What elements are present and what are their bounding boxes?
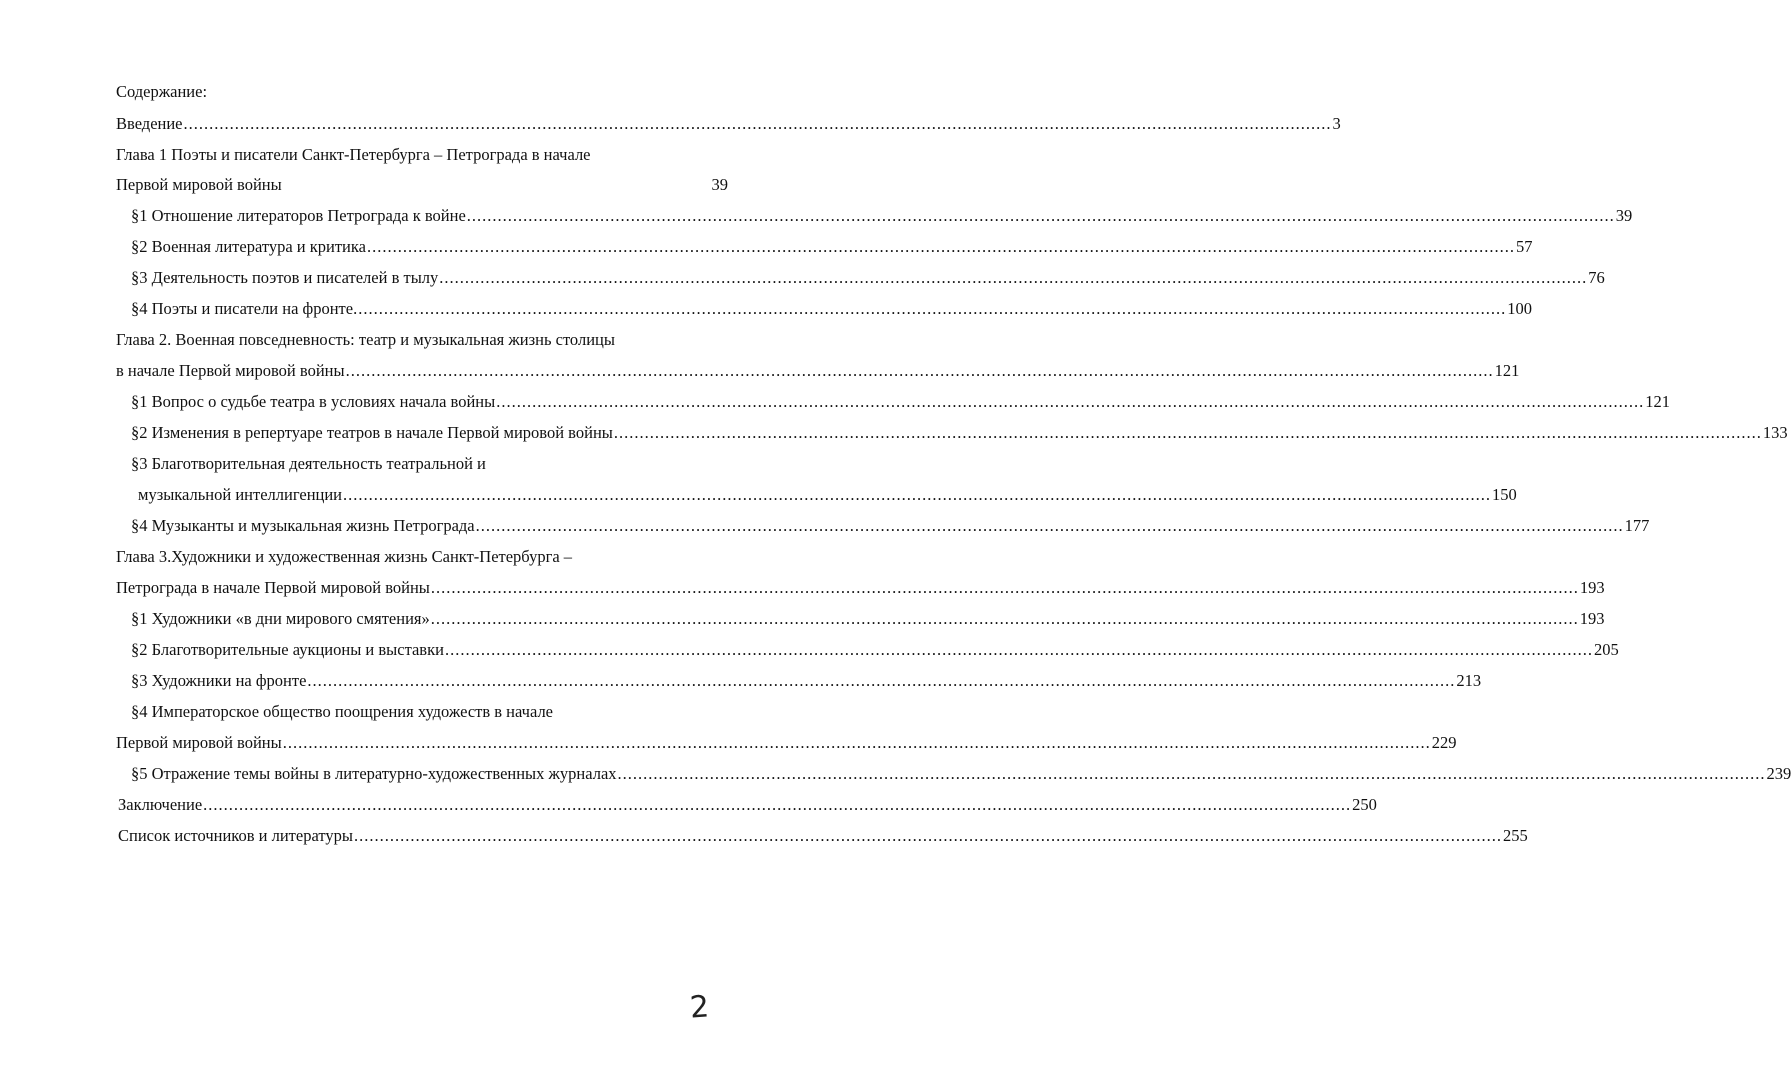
toc-entry-title: §4 Поэты и писатели на фронте. xyxy=(131,299,358,318)
leader-dots: ................................................................................................................................................................................................................................ xyxy=(282,733,1431,752)
toc-heading: Содержание: xyxy=(116,82,208,101)
toc-entry-page: 250 xyxy=(1352,795,1377,814)
toc-chapter-title xyxy=(116,327,736,353)
toc-entry-title: §4 Императорское общество поощрения художеств в начале xyxy=(131,702,553,721)
toc-entry-title: Петрограда в начале Первой мировой войны xyxy=(116,578,430,597)
toc-entry-title: §3 Благотворительная деятельность театральной и xyxy=(131,454,486,473)
leader-dots: ................................................................................................................................................................................................................................ xyxy=(439,268,1588,287)
toc-entry-page: 121 xyxy=(1645,392,1670,411)
toc-entry-title: Заключение xyxy=(118,795,203,814)
toc-entry-page: 39 xyxy=(711,175,728,194)
toc-entry xyxy=(131,637,1619,663)
leader-dots: ................................................................................................................................................................................................................................ xyxy=(366,237,1515,256)
toc-entry-title: Глава 2. Военная повседневность: театр и музыкальная жизнь столицы xyxy=(116,330,615,349)
toc-entry-page: 39 xyxy=(1615,206,1633,225)
toc-entry-page: 193 xyxy=(1579,578,1605,597)
toc-entry xyxy=(131,296,1532,322)
toc-entry xyxy=(116,111,1341,137)
toc-entry xyxy=(138,482,1517,508)
toc-entry xyxy=(116,172,728,198)
toc-entry-page: 57 xyxy=(1515,237,1533,256)
leader-dots: ................................................................................................................................................................................................................................ xyxy=(430,578,1579,597)
leader-dots: ................................................................................................................................................................................................................................ xyxy=(430,609,1579,628)
toc-chapter-title xyxy=(116,544,736,570)
toc-entry-title: §4 Музыканты и музыкальная жизнь Петрограда xyxy=(131,516,475,535)
leader-dots: ................................................................................................................................................................................................................................ xyxy=(203,795,1352,814)
toc-entry xyxy=(131,668,1482,694)
toc-entry-title: музыкальной интеллигенции xyxy=(138,485,343,504)
toc-entry xyxy=(116,358,1520,384)
toc-entry xyxy=(118,792,1377,818)
toc-entry xyxy=(131,761,1791,787)
toc-entry-title: §2 Военная литература и критика xyxy=(131,237,366,256)
toc-section-title xyxy=(131,451,731,477)
toc-entry-title: Первой мировой войны xyxy=(116,175,282,194)
toc-entry-page: 205 xyxy=(1593,640,1619,659)
toc-entry-page: 193 xyxy=(1579,609,1605,628)
leader-dots: ................................................................................................................................................................................................................................ xyxy=(307,671,1456,690)
leader-dots: ................................................................................................................................................................................................................................ xyxy=(475,516,1624,535)
leader-dots: ................................................................................................................................................................................................................................ xyxy=(444,640,1593,659)
toc-entry xyxy=(131,513,1650,539)
toc-entry xyxy=(116,730,1457,756)
leader-dots: ................................................................................................................................................................................................................................ xyxy=(613,423,1762,442)
toc-entry xyxy=(131,420,1788,446)
toc-entry xyxy=(131,265,1605,291)
toc-entry-title: §2 Изменения в репертуаре театров в начале Первой мировой войны xyxy=(131,423,613,442)
leader-dots: ................................................................................................................................................................................................................................ xyxy=(496,392,1645,411)
toc-entry xyxy=(118,823,1528,849)
toc-entry-page: 121 xyxy=(1494,361,1520,380)
toc-entry-page: 3 xyxy=(1332,114,1341,133)
toc-entry-title: §1 Вопрос о судьбе театра в условиях начала войны xyxy=(131,392,496,411)
toc-chapter-title xyxy=(116,142,736,168)
toc-entry-title: §3 Художники на фронте xyxy=(131,671,307,690)
leader-dots: ................................................................................................................................................................................................................................ xyxy=(358,299,1507,318)
toc-entry-page: 213 xyxy=(1456,671,1482,690)
toc-entry-title: Глава 1 Поэты и писатели Санкт-Петербурга – Петрограда в начале xyxy=(116,145,591,164)
toc-entry-page: 150 xyxy=(1492,485,1517,504)
leader-dots: ................................................................................................................................................................................................................................ xyxy=(343,485,1492,504)
toc-entry-page: 229 xyxy=(1431,733,1457,752)
toc-entry-page: 239 xyxy=(1766,764,1791,783)
toc-entry-page: 100 xyxy=(1507,299,1532,318)
leader-dots: ................................................................................................................................................................................................................................ xyxy=(617,764,1766,783)
toc-entry-title: Список источников и литературы xyxy=(118,826,353,845)
toc-entry-page: 76 xyxy=(1588,268,1605,287)
handwritten-page-number: 2 xyxy=(688,989,711,1026)
leader-dots: ................................................................................................................................................................................................................................ xyxy=(345,361,1494,380)
toc-entry-title: Первой мировой войны xyxy=(116,733,282,752)
toc-entry xyxy=(131,606,1605,632)
toc-entry-title: §3 Деятельность поэтов и писателей в тылу xyxy=(131,268,439,287)
toc-entry-page: 133 xyxy=(1762,423,1788,442)
toc-entry xyxy=(116,575,1605,601)
toc-entry-title: Введение xyxy=(116,114,183,133)
toc-entry-title: Глава 3.Художники и художественная жизнь Санкт-Петербурга – xyxy=(116,547,573,566)
toc-entry xyxy=(131,234,1533,260)
toc-entry-page: 255 xyxy=(1502,826,1528,845)
toc-entry-title: §5 Отражение темы войны в литературно-художественных журналах xyxy=(131,764,617,783)
toc-entry-title: §1 Отношение литераторов Петрограда к войне xyxy=(131,206,466,225)
toc-entry-title: §1 Художники «в дни мирового смятения» xyxy=(131,609,430,628)
toc-entry xyxy=(131,203,1633,229)
leader-dots: ................................................................................................................................................................................................................................ xyxy=(466,206,1615,225)
toc-entry-title: §2 Благотворительные аукционы и выставки xyxy=(131,640,444,659)
toc-entry xyxy=(131,389,1670,415)
toc-section-title xyxy=(131,699,731,725)
toc-entry-page: 177 xyxy=(1624,516,1650,535)
leader-dots: ................................................................................................................................................................................................................................ xyxy=(353,826,1502,845)
leader-dots: ................................................................................................................................................................................................................................ xyxy=(183,114,1332,133)
toc-entry-title: в начале Первой мировой войны xyxy=(116,361,345,380)
